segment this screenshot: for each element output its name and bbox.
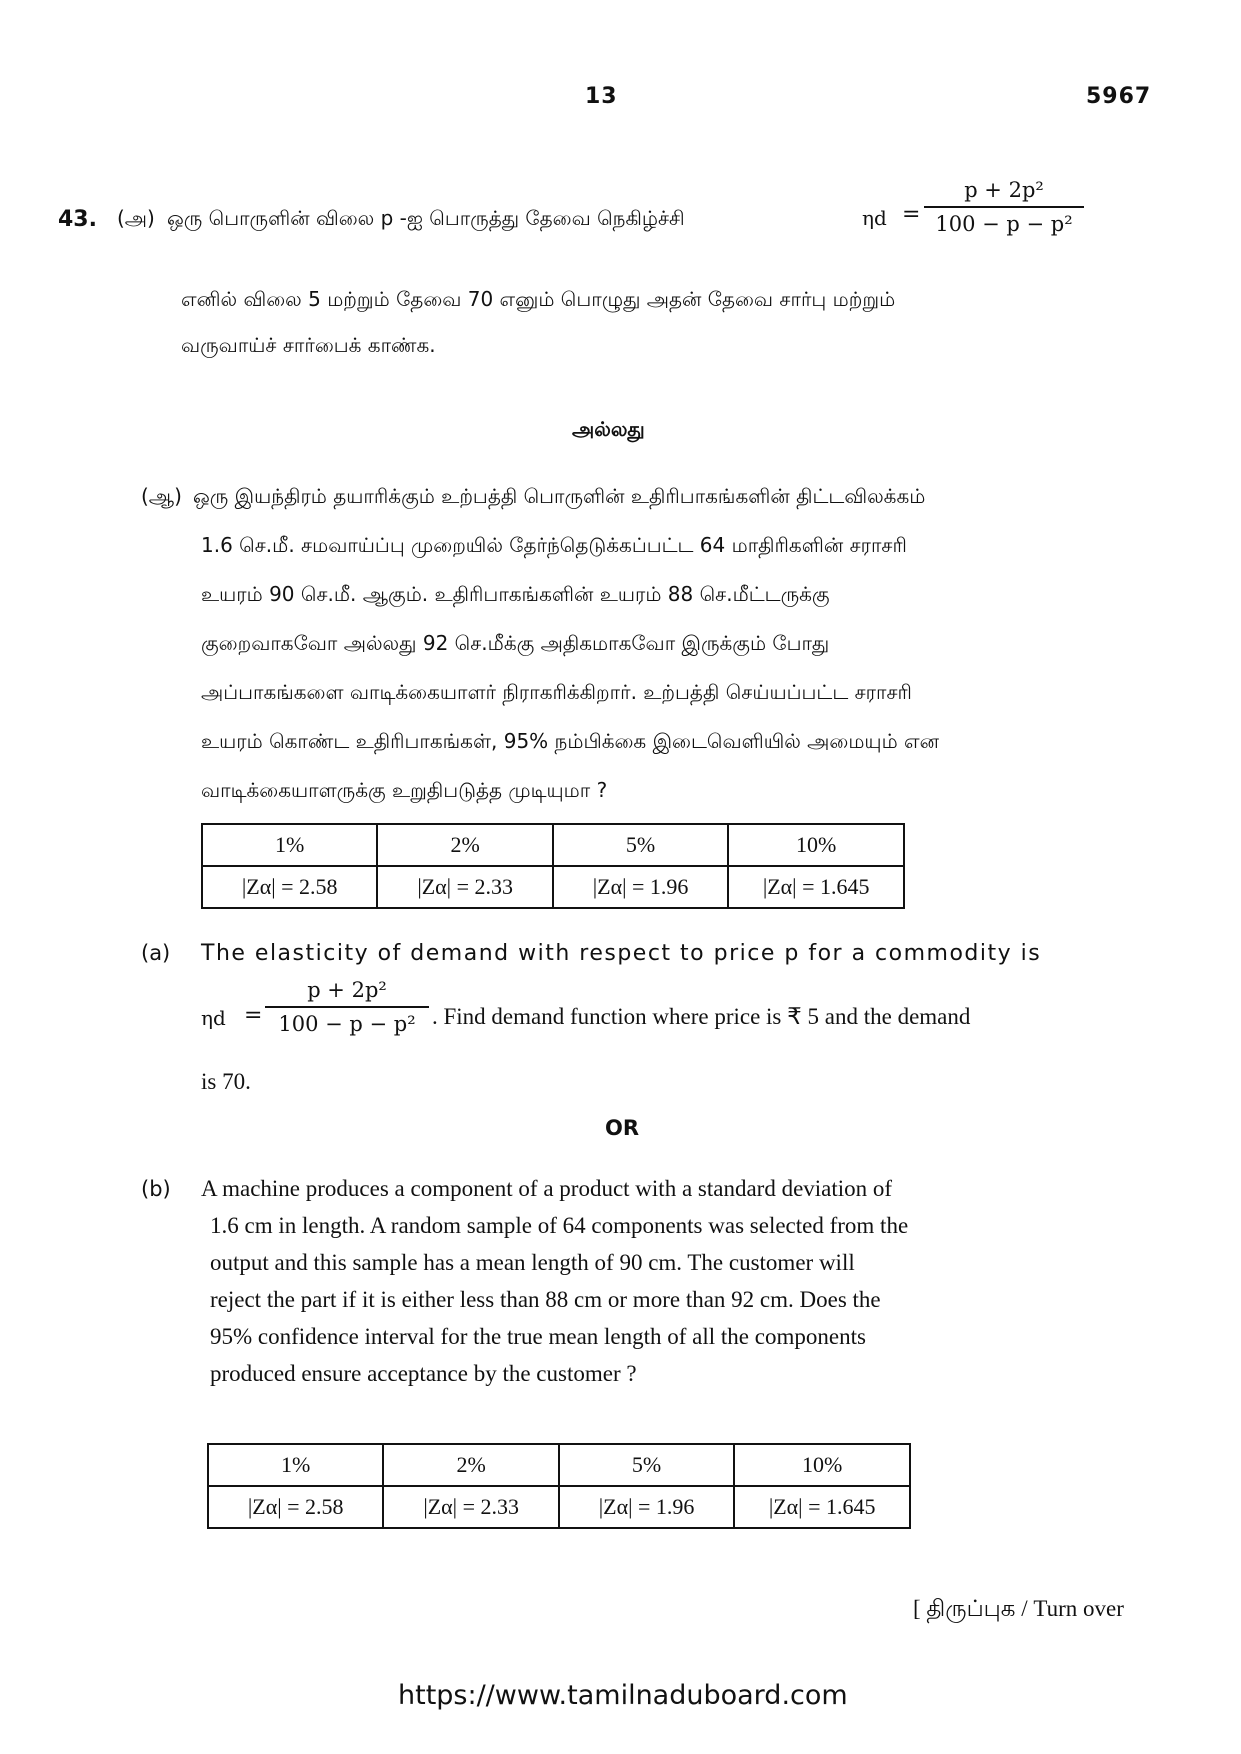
english-or-heading: OR (605, 1116, 640, 1140)
english-a-line2: . Find demand function where price is ₹ 5 and the demand (432, 1004, 971, 1029)
tamil-b-line: குறைவாகவோ அல்லது 92 செ.மீக்கு அதிகமாகவோ இருக்கும் போது (201, 631, 830, 655)
eta-symbol: ηd (201, 1006, 226, 1030)
table-cell: |Zα| = 2.58 (208, 1486, 383, 1528)
z-table-tamil (201, 823, 905, 909)
table-header: 10% (728, 824, 904, 866)
fraction-denominator: 100 − p − p² (935, 212, 1073, 236)
table-cell: |Zα| = 2.33 (377, 866, 552, 908)
tamil-a-line: எனில் விலை 5 மற்றும் தேவை 70 எனும் பொழுது அதன் தேவை சார்பு மற்றும் (181, 287, 896, 311)
tamil-or-heading: அல்லது (572, 417, 645, 441)
tamil-b-label: (ஆ) (141, 484, 182, 508)
tamil-b-line: உயரம் கொண்ட உதிரிபாகங்கள், 95% நம்பிக்கை இடைவெளியில் அமையும் என (201, 729, 940, 753)
fraction-bar (265, 1006, 429, 1008)
tamil-a-line: வருவாய்ச் சார்பைக் காண்க. (181, 333, 436, 357)
fraction-denominator: 100 − p − p² (278, 1012, 416, 1036)
fraction-numerator: p + 2p² (307, 978, 387, 1002)
fraction-bar (924, 206, 1084, 208)
table-header: 1% (208, 1444, 383, 1486)
table-cell: |Zα| = 1.645 (734, 1486, 910, 1528)
tamil-elasticity-fraction (924, 178, 1084, 236)
english-b-line: reject the part if it is either less than 88 cm or more than 92 cm. Does the (210, 1287, 881, 1312)
english-b-line: 95% confidence interval for the true mean length of all the components (210, 1324, 866, 1349)
table-cell: |Zα| = 1.96 (553, 866, 728, 908)
tamil-b-line: வாடிக்கையாளருக்கு உறுதிபடுத்த முடியுமா ? (201, 778, 608, 802)
eta-symbol: ηd (862, 206, 887, 230)
english-a-line1: The elasticity of demand with respect to price p for a commodity is (201, 941, 1042, 966)
english-a-label: (a) (141, 941, 171, 965)
english-b-body (201, 1176, 1201, 1416)
turn-over-note: [ திருப்புக / Turn over (913, 1596, 1124, 1621)
tamil-a-label: (அ) (117, 206, 155, 230)
english-b-line: produced ensure acceptance by the customer ? (210, 1361, 637, 1386)
tamil-b-line: உயரம் 90 செ.மீ. ஆகும். உதிரிபாகங்களின் உயரம் 88 செ.மீட்டருக்கு (201, 582, 830, 606)
tamil-b-line: அப்பாகங்களை வாடிக்கையாளர் நிராகரிக்கிறார். உற்பத்தி செய்யப்பட்ட சராசரி (201, 680, 912, 704)
tamil-b-body (201, 533, 1191, 802)
table-header: 2% (377, 824, 552, 866)
english-b-line: 1.6 cm in length. A random sample of 64 components was selected from the (210, 1213, 909, 1238)
english-a-line3: is 70. (201, 1069, 251, 1094)
tamil-a-intro: ஒரு பொருளின் விலை p -ஐ பொருத்து தேவை நெகிழ்ச்சி (167, 206, 685, 230)
page-number: 13 (585, 84, 618, 109)
table-header: 1% (202, 824, 377, 866)
equals-sign: = (244, 1003, 263, 1028)
table-header: 2% (383, 1444, 558, 1486)
equals-sign: = (902, 202, 921, 227)
english-b-label: (b) (141, 1177, 171, 1201)
table-header: 10% (734, 1444, 910, 1486)
table-cell: |Zα| = 2.33 (383, 1486, 558, 1528)
tamil-b-line: 1.6 செ.மீ. சமவாய்ப்பு முறையில் தேர்ந்தெடுக்கப்பட்ட 64 மாதிரிகளின் சராசரி (201, 533, 907, 557)
english-b-line: output and this sample has a mean length of 90 cm. The customer will (210, 1250, 855, 1275)
table-cell: |Zα| = 2.58 (202, 866, 377, 908)
table-header: 5% (559, 1444, 734, 1486)
fraction-numerator: p + 2p² (964, 178, 1044, 202)
english-elasticity-fraction (265, 978, 429, 1036)
z-table-english (207, 1443, 911, 1529)
english-b-line: A machine produces a component of a product with a standard deviation of (201, 1176, 893, 1201)
tamil-a-body (181, 288, 1181, 368)
table-header: 5% (553, 824, 728, 866)
table-cell: |Zα| = 1.96 (559, 1486, 734, 1528)
paper-code: 5967 (1086, 84, 1152, 109)
question-number: 43. (58, 207, 97, 232)
table-cell: |Zα| = 1.645 (728, 866, 904, 908)
footer-url[interactable]: https://www.tamilnaduboard.com (398, 1680, 848, 1711)
tamil-b-first-line: ஒரு இயந்திரம் தயாரிக்கும் உற்பத்தி பொருளின் உதிரிபாகங்களின் திட்டவிலக்கம் (193, 484, 926, 508)
